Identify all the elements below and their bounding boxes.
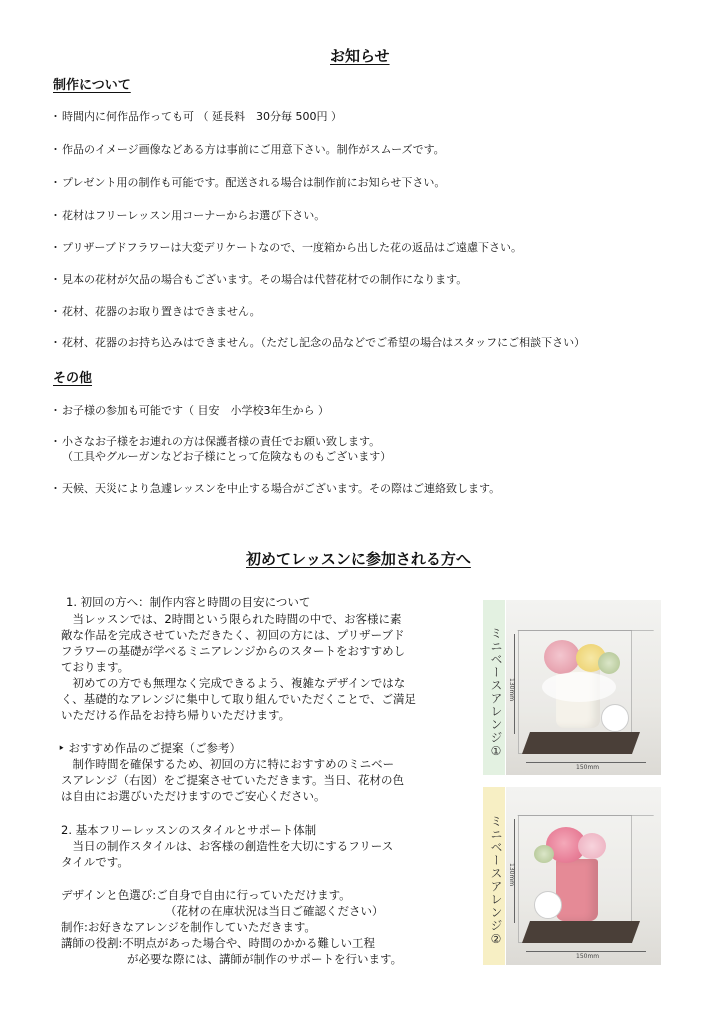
case-base <box>522 921 640 943</box>
width-dimension: 150mm <box>576 953 600 960</box>
production-heading: 制作について <box>53 78 131 93</box>
section1-line: 当レッスンでは、2時間という限られた時間の中で、お客様に素 <box>61 612 402 626</box>
case-base <box>522 732 640 754</box>
message-tag <box>534 891 562 919</box>
section1-line: いただける作品をお持ち帰りいただけます。 <box>61 708 291 722</box>
production-item-7: ・花材、花器のお取り置きはできません。 <box>50 305 261 318</box>
recommend-line: は自由にお選びいただけますのでご安心ください。 <box>61 789 326 803</box>
width-dimension: 150mm <box>576 764 600 771</box>
production-item-8: ・花材、花器のお持ち込みはできません。（ただし記念の品などでご希望の場合はスタッフにご相談下さい） <box>50 336 586 349</box>
other-item-1: ・お子様の参加も可能です（ 目安 小学校3年生から ） <box>50 404 329 417</box>
section1-line: 初めての方でも無理なく完成できるよう、複雑なデザインではな <box>61 676 406 690</box>
pink-rose <box>544 640 580 674</box>
message-tag <box>601 704 629 732</box>
arrangement-1-photo <box>506 600 661 775</box>
height-dimension: 130mm <box>508 678 515 702</box>
notice-title: お知らせ <box>330 47 390 65</box>
other-item-2-note: （工具やグルーガンなどお子様にとって危険なものもございます） <box>62 450 392 463</box>
recommend-body <box>61 756 431 804</box>
section2-line: 当日の制作スタイルは、お客様の創造性を大切にするフリース <box>61 839 394 853</box>
recommend-heading: ‣ おすすめ作品のご提案（ご参考） <box>58 741 242 755</box>
production-item-2: ・作品のイメージ画像などある方は事前にご用意下さい。制作がスムーズです。 <box>50 143 445 156</box>
recommend-line: 制作時間を確保するため、初回の方に特におすすめのミニベー <box>61 757 395 771</box>
production-item-1: ・時間内に何作品作っても可 （ 延長料 30分毎 500円 ） <box>50 110 342 123</box>
height-dimension: 130mm <box>508 863 515 887</box>
first-lesson-title: 初めてレッスンに参加される方へ <box>246 550 471 568</box>
section1-heading: 1. 初回の方へ：制作内容と時間の目安について <box>66 595 311 609</box>
design-note: （花材の在庫状況は当日ご確認ください） <box>165 904 384 918</box>
section1-line: フラワーの基礎が学べるミニアレンジからのスタートをおすすめし <box>61 644 406 658</box>
green-leaves <box>534 845 554 863</box>
make-line: 制作:お好きなアレンジを制作していただきます。 <box>61 920 316 934</box>
arrangement-2-photo <box>506 787 661 965</box>
section1-line: ております。 <box>61 660 130 674</box>
section2-line: タイルです。 <box>61 855 129 869</box>
arrangement-2-label: ミニベースアレンジ② <box>483 787 505 965</box>
light-pink-flowers <box>578 833 606 859</box>
other-item-2: ・小さなお子様をお連れの方は保護者様の責任でお願い致します。 <box>50 435 381 448</box>
section2-body <box>61 838 431 870</box>
teacher-line-2: が必要な際には、講師が制作のサポートを行います。 <box>127 952 403 966</box>
section1-body <box>61 611 431 723</box>
design-line: デザインと色選び:ご自身で自由に行っていただけます。 <box>61 888 351 902</box>
teacher-line-1: 講師の役割:不明点があった場合や、時間のかかる難しい工程 <box>61 936 376 950</box>
section1-line: く、基礎的なアレンジに集中して取り組んでいただくことで、ご満足 <box>61 692 417 706</box>
production-item-5: ・プリザーブドフラワーは大変デリケートなので、一度箱から出した花の返品はご遠慮下さい。 <box>50 241 523 254</box>
production-item-6: ・見本の花材が欠品の場合もございます。その場合は代替花材での制作になります。 <box>50 273 468 286</box>
green-leaves <box>598 652 620 674</box>
section2-heading: 2. 基本フリーレッスンのスタイルとサポート体制 <box>61 823 317 837</box>
other-item-3: ・天候、天災により急遽レッスンを中止する場合がございます。その際はご連絡致します。 <box>50 482 501 495</box>
arrangement-1-label: ミニベースアレンジ① <box>483 600 505 775</box>
production-item-3: ・プレゼント用の制作も可能です。配送される場合は制作前にお知らせ下さい。 <box>50 176 446 189</box>
tulle-ribbon <box>542 672 616 702</box>
production-item-4: ・花材はフリーレッスン用コーナーからお選び下さい。 <box>50 209 326 222</box>
section1-line: 敵な作品を完成させていただきたく、初回の方には、プリザーブド <box>61 628 405 642</box>
other-heading: その他 <box>53 371 93 386</box>
recommend-line: スアレンジ（右図）をご提案させていただきます。当日、花材の色 <box>61 773 405 787</box>
pink-vase <box>556 859 598 921</box>
